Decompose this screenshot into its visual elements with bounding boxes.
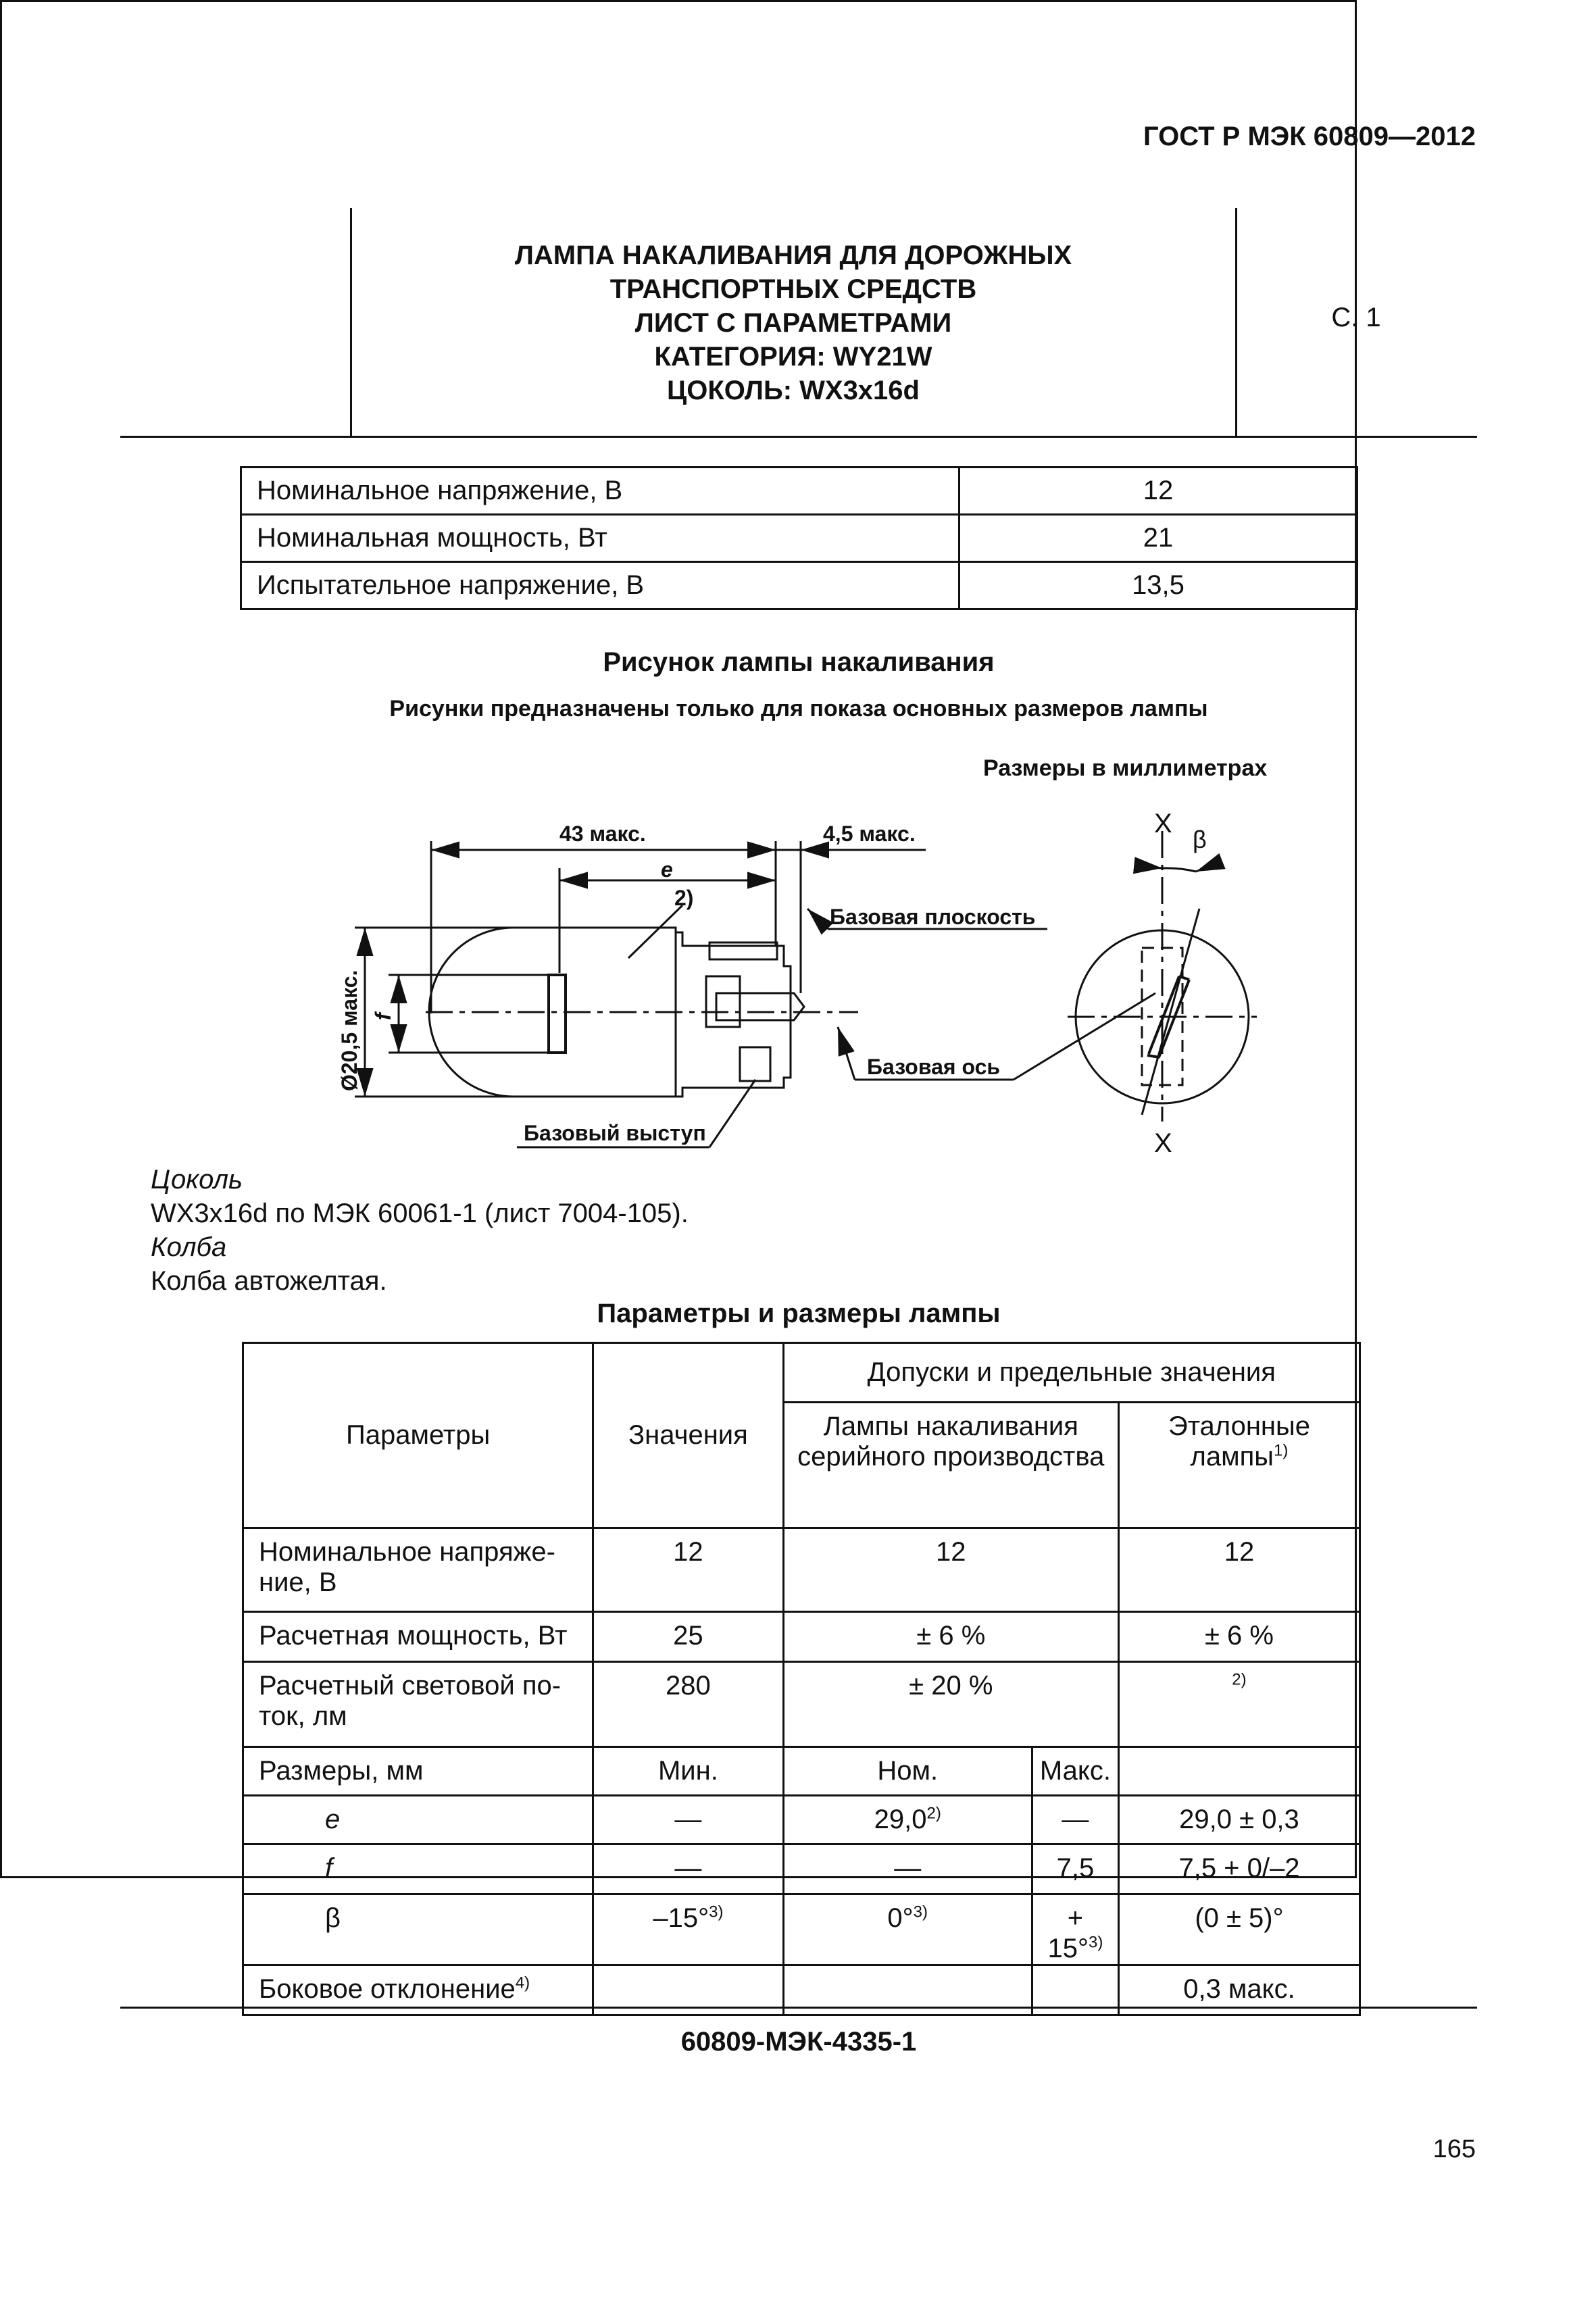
param-name: Номинальное напряже-ние, В (243, 1528, 593, 1612)
reference-value (1118, 1528, 1360, 1612)
table-row (243, 1662, 1360, 1747)
base-lug-shape (740, 1047, 770, 1081)
lamp-drawing (318, 790, 1291, 1169)
dim-min-note: 3) (709, 1903, 724, 1921)
sheet-page-ref: С. 1 (1331, 303, 1381, 332)
serial-value: 12 (783, 1528, 1118, 1612)
dim-max (1032, 1844, 1118, 1894)
base-lug-label: Базовый выступ (524, 1121, 706, 1145)
reference-header-text: Эталонные лампы (1168, 1411, 1311, 1472)
dim-min (593, 1796, 783, 1844)
figure-caption: Рисунок лампы накаливания (603, 647, 995, 677)
rated-value: 13,5 (959, 562, 1357, 609)
empty-cell (1032, 1965, 1118, 2015)
dim-max (1032, 1894, 1118, 1965)
rated-value: 21 (959, 515, 1357, 562)
params-caption: Параметры и размеры лампы (597, 1299, 1001, 1328)
dim-min-text: — (674, 1853, 702, 1883)
table-row (243, 1844, 1360, 1894)
param-name: Расчетный световой по-ток, лм (243, 1662, 593, 1747)
dim-max (1032, 1796, 1118, 1844)
reference-text: ± 6 % (1204, 1621, 1274, 1651)
length-max-label: 43 макс. (559, 822, 646, 846)
table-row (243, 1894, 1360, 1965)
dim-min-text: –15° (653, 1903, 709, 1933)
base-axis-label: Базовая ось (867, 1055, 1001, 1079)
lateral-ref: 0,3 макс. (1118, 1965, 1360, 2015)
param-value: 12 (593, 1528, 783, 1612)
dim-nom (783, 1796, 1032, 1844)
lamp-cap (676, 932, 791, 1097)
rated-values-table (240, 466, 1358, 610)
reference-text: 12 (1224, 1537, 1255, 1567)
dim-nom-note: 3) (913, 1903, 928, 1921)
table-row (243, 1796, 1360, 1844)
diameter-label: Ø20,5 макс. (337, 970, 361, 1091)
units-note: Размеры в миллиметрах (983, 755, 1268, 781)
bulb-text: Колба автожелтая. (151, 1266, 387, 1296)
dim-name: f (243, 1844, 593, 1894)
dims-header: Размеры, мм (243, 1747, 593, 1796)
dim-max-text: + 15° (1047, 1903, 1089, 1963)
beta-arc (1162, 868, 1196, 872)
rated-label: Номинальное напряжение, В (241, 468, 959, 515)
figure-note: Рисунки предназначены только для показа основных размеров лампы (389, 696, 1208, 722)
table-row (243, 1612, 1360, 1662)
sheet-code: 60809-МЭК-4335-1 (680, 2027, 917, 2057)
dim-ref: (0 ± 5)° (1118, 1894, 1360, 1965)
dim-f-label: f (371, 1013, 395, 1020)
title-line: ЛИСТ С ПАРАМЕТРАМИ (634, 308, 952, 338)
lateral-note: 4) (515, 1973, 530, 1992)
dim-max-text: 7,5 (1056, 1853, 1095, 1883)
reference-note: 1) (1274, 1441, 1289, 1460)
rated-value: 12 (959, 468, 1357, 515)
beta-label: β (1193, 826, 1207, 853)
title-line: КАТЕГОРИЯ: WY21W (654, 342, 932, 372)
reference-value (1118, 1662, 1360, 1747)
title-line: ТРАНСПОРТНЫХ СРЕДСТВ (609, 274, 977, 304)
table-row (243, 1747, 1360, 1796)
param-header: Параметры (243, 1343, 593, 1528)
dim-ref: 7,5 + 0/–2 (1118, 1844, 1360, 1894)
reference-value (1118, 1612, 1360, 1662)
table-row (243, 1965, 1360, 2015)
dim-nom-text: 29,0 (874, 1805, 927, 1834)
title-line: ЦОКОЛЬ: WX3x16d (667, 376, 920, 405)
reference-header (1118, 1403, 1360, 1528)
axis-x-top-label: X (1154, 809, 1172, 838)
bulb-heading: Колба (151, 1232, 227, 1262)
page-number: 165 (1432, 2135, 1476, 2163)
param-name: Расчетная мощность, Вт (243, 1612, 593, 1662)
filament (549, 975, 566, 1053)
dim-min (593, 1844, 783, 1894)
title-line: ЛАМПА НАКАЛИВАНИЯ ДЛЯ ДОРОЖНЫХ (514, 241, 1072, 270)
param-value: 25 (593, 1612, 783, 1662)
dim-min-text: — (674, 1805, 702, 1834)
min-header: Мин. (593, 1747, 783, 1796)
table-row (241, 515, 1357, 562)
dim-nom (783, 1844, 1032, 1894)
lateral-label (243, 1965, 593, 2015)
serial-header: Лампы накаливания серийного производства (783, 1403, 1118, 1528)
params-table (242, 1342, 1361, 2016)
table-row (243, 1528, 1360, 1612)
serial-value: ± 20 % (783, 1662, 1118, 1747)
cap-heading: Цоколь (151, 1165, 243, 1194)
table-row (243, 1343, 1360, 1403)
serial-value: ± 6 % (783, 1612, 1118, 1662)
dim-nom-text: 0° (887, 1903, 914, 1933)
lateral-label-text: Боковое отклонение (259, 1974, 516, 2004)
base-plane-label: Базовая плоскость (830, 905, 1036, 929)
dim-nom-text: — (894, 1853, 922, 1883)
reference-text-note: 2) (1232, 1670, 1247, 1689)
dim-nom (783, 1894, 1032, 1965)
standard-designation: ГОСТ Р МЭК 60809—2012 (1143, 122, 1476, 151)
table-row (241, 562, 1357, 609)
rated-label: Испытательное напряжение, В (241, 562, 959, 609)
dim-name: e (243, 1796, 593, 1844)
cap-text: WX3x16d по МЭК 60061-1 (лист 7004-105). (151, 1199, 689, 1228)
dim-max-note: 3) (1088, 1933, 1103, 1952)
tolerances-header: Допуски и предельные значения (783, 1343, 1360, 1403)
values-header: Значения (593, 1343, 783, 1528)
empty-cell (783, 1965, 1032, 2015)
dim-max-text: — (1062, 1805, 1089, 1834)
dim-name: β (243, 1894, 593, 1965)
note-2-label: 2) (674, 886, 694, 910)
table-row (241, 468, 1357, 515)
dims-empty-cell (1118, 1747, 1360, 1796)
dim-e-label: e (661, 857, 673, 882)
title-divider (120, 436, 1477, 438)
rated-label: Номинальная мощность, Вт (241, 515, 959, 562)
max-header: Макс. (1032, 1747, 1118, 1796)
offset-max-label: 4,5 макс. (823, 822, 916, 846)
dim-min (593, 1894, 783, 1965)
nom-header: Ном. (783, 1747, 1032, 1796)
dim-nom-note: 2) (926, 1804, 941, 1823)
dim-ref: 29,0 ± 0,3 (1118, 1796, 1360, 1844)
empty-cell (593, 1965, 783, 2015)
param-value: 280 (593, 1662, 783, 1747)
axis-x-bottom-label: X (1154, 1128, 1172, 1158)
